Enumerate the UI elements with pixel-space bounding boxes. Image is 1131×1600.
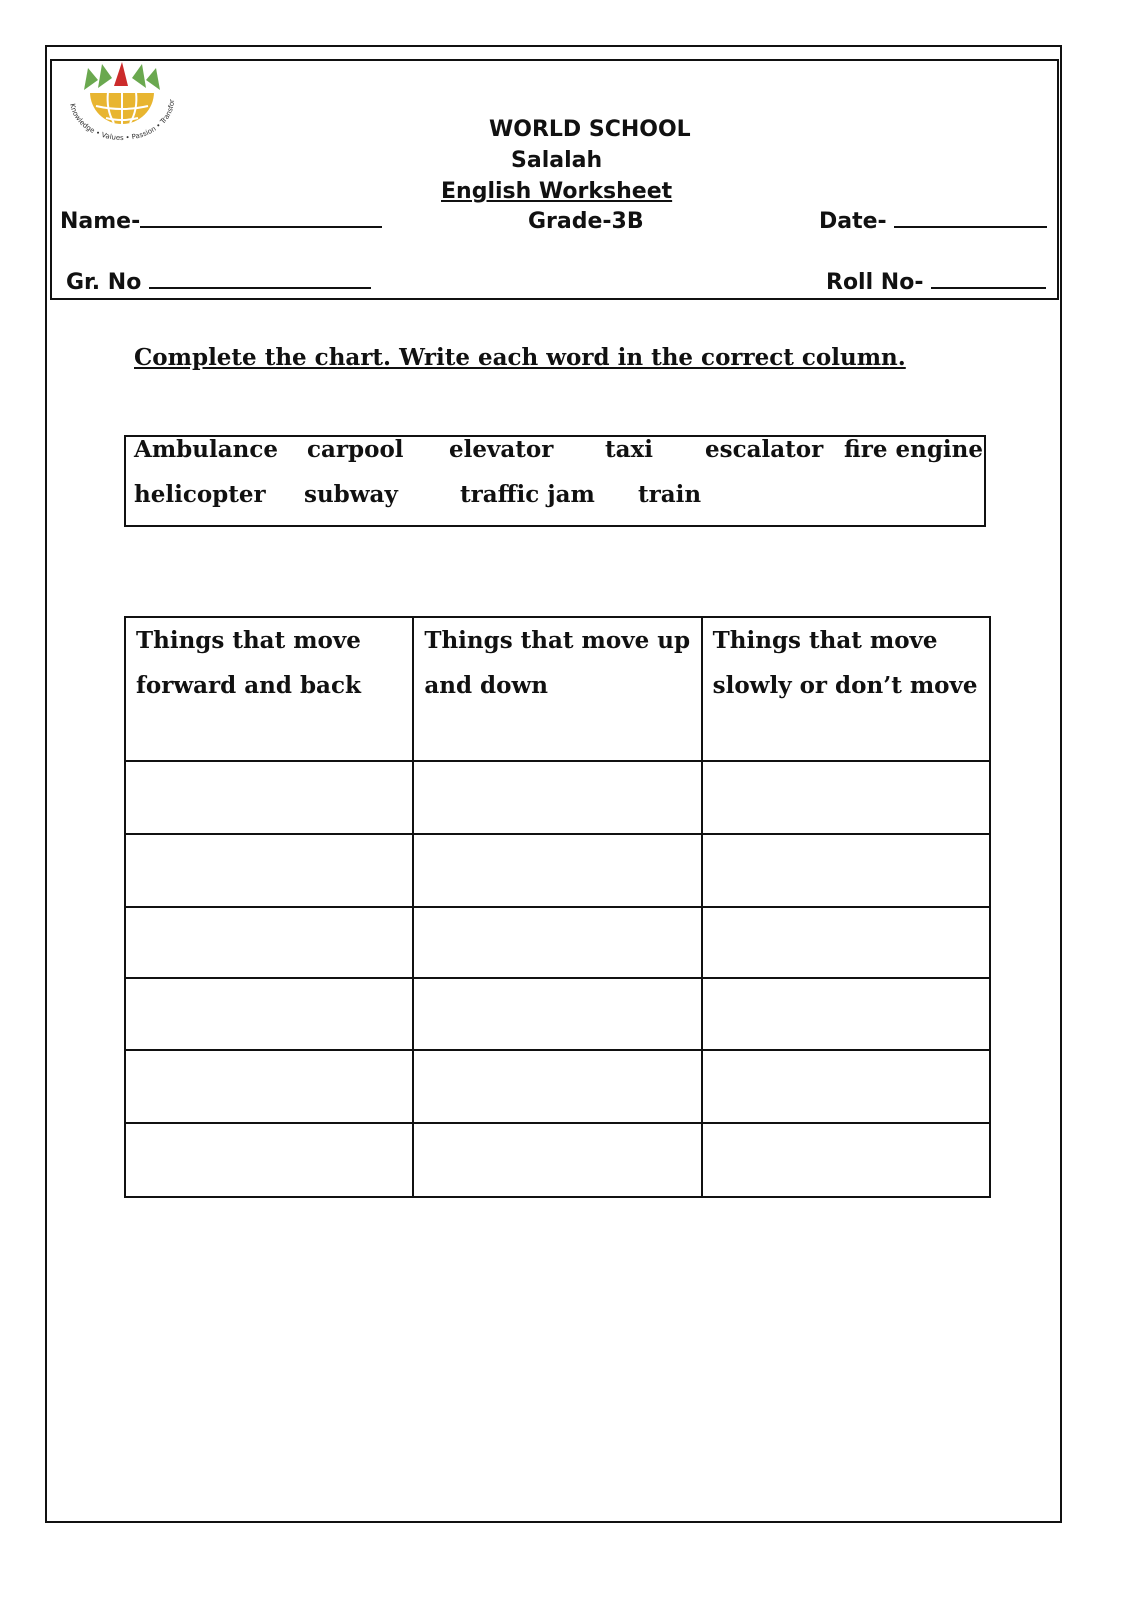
answer-cell[interactable] — [125, 1050, 413, 1123]
answer-cell[interactable] — [413, 834, 701, 907]
answer-cell[interactable] — [413, 1050, 701, 1123]
answer-cell[interactable] — [702, 907, 990, 978]
chart-header-row — [125, 617, 990, 761]
answer-cell[interactable] — [125, 978, 413, 1050]
name-field[interactable] — [60, 209, 382, 234]
word-bank-item: fire engine — [844, 436, 984, 463]
word-bank-item: Ambulance — [134, 436, 278, 463]
name-label: Name- — [60, 209, 141, 234]
answer-cell[interactable] — [125, 907, 413, 978]
chart-row — [125, 761, 990, 834]
chart-row — [125, 978, 990, 1050]
name-blank-line[interactable] — [140, 226, 382, 228]
answer-cell[interactable] — [413, 907, 701, 978]
answer-cell[interactable] — [413, 1123, 701, 1197]
column-heading: Things that move slowly or don’t move — [712, 627, 978, 699]
logo-tagline: Knowledge • Values • Passion • Transfor — [68, 99, 177, 142]
instruction-text: Complete the chart. Write each word in the correct column. — [134, 344, 906, 371]
school-name: WORLD SCHOOL — [489, 117, 691, 142]
answer-cell[interactable] — [702, 834, 990, 907]
date-blank-line[interactable] — [894, 226, 1047, 228]
gr-no-label: Gr. No — [66, 270, 142, 295]
word-bank-item: carpool — [307, 436, 404, 463]
roll-no-label: Roll No- — [826, 270, 924, 295]
chart-row — [125, 907, 990, 978]
chart-row — [125, 834, 990, 907]
word-bank-item: taxi — [605, 436, 653, 463]
gr-no-blank-line[interactable] — [149, 287, 371, 289]
school-logo — [62, 60, 182, 142]
answer-cell[interactable] — [413, 978, 701, 1050]
word-bank-item: elevator — [449, 436, 554, 463]
answer-cell[interactable] — [702, 978, 990, 1050]
word-bank-item: escalator — [705, 436, 824, 463]
grade-label: Grade-3B — [528, 209, 644, 234]
chart-row — [125, 1050, 990, 1123]
answer-cell[interactable] — [125, 834, 413, 907]
answer-cell[interactable] — [702, 1050, 990, 1123]
answer-cell[interactable] — [413, 761, 701, 834]
column-heading: Things that move up and down — [424, 627, 691, 699]
word-bank-item: helicopter — [134, 481, 266, 508]
sorting-chart — [124, 616, 991, 1198]
school-city: Salalah — [511, 148, 603, 173]
date-label: Date- — [819, 209, 887, 234]
answer-cell[interactable] — [125, 761, 413, 834]
answer-cell[interactable] — [125, 1123, 413, 1197]
column-forward-back — [125, 617, 413, 761]
globe-book-icon — [62, 60, 182, 142]
column-slow-no-move — [702, 617, 990, 761]
word-bank-item: subway — [304, 481, 398, 508]
worksheet-subject: English Worksheet — [441, 179, 673, 204]
column-up-down — [413, 617, 701, 761]
roll-no-field[interactable] — [826, 270, 1046, 295]
word-bank-item: traffic jam — [460, 481, 595, 508]
answer-cell[interactable] — [702, 761, 990, 834]
roll-no-blank-line[interactable] — [931, 287, 1046, 289]
answer-cell[interactable] — [702, 1123, 990, 1197]
chart-row — [125, 1123, 990, 1197]
gr-no-field[interactable] — [66, 270, 371, 295]
date-field[interactable] — [819, 209, 1047, 234]
column-heading: Things that move forward and back — [136, 627, 361, 699]
word-bank-item: train — [638, 481, 702, 508]
